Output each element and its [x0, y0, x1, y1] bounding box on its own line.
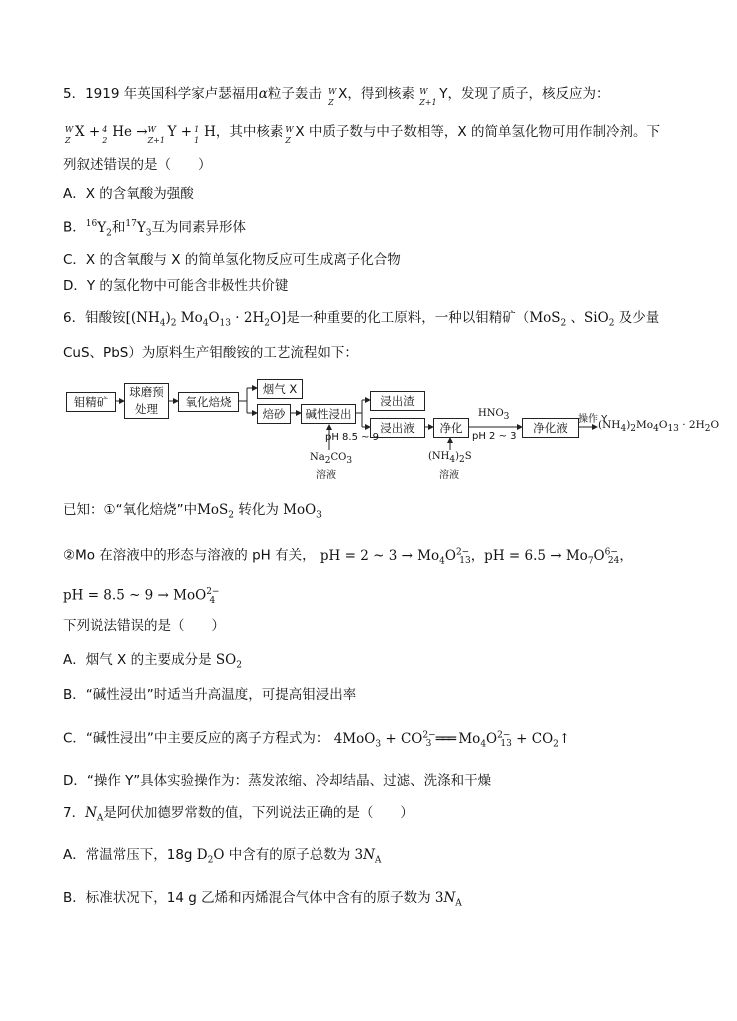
flow-box-leach-residue: 浸出渣: [370, 391, 425, 411]
flow-box-calcine: 焙砂: [257, 404, 291, 424]
q6-option-b: B．“碱性浸出”时适当升高温度，可提高钼浸出率: [63, 687, 357, 703]
flow-box-flue-gas-x: 烟气 X: [257, 379, 303, 399]
flow-box-purification: 净化: [433, 418, 469, 438]
q6-option-a: A．烟气 X 的主要成分是 $SO_2$: [63, 652, 242, 671]
q6-ask: 下列说法错误的是（ ）: [63, 618, 225, 634]
flow-product: $(NH_4)_2Mo_4O_{13} \cdot 2H_2O$: [598, 419, 720, 435]
q6-known-2: ②Mo 在溶液中的形态与溶液的 pH 有关， pH = 2 ~ $3 \to Mo_4O^{2-}_{13}$，pH = $6.5 \to Mo_7O^{6-}_{24}$，: [63, 547, 633, 567]
flow-label-solution-1: 溶液: [316, 470, 336, 481]
flow-box-molybdenum-concentrate: 钼精矿: [66, 392, 116, 412]
flow-box-ball-milling: 球磨预 处理: [124, 383, 169, 419]
q5-stem: 5．1919 年英国科学家卢瑟福用α粒子轰击 W Z X，得到核素 W Z+1 Y，发现了质子，核反应为：: [63, 86, 610, 107]
q7-option-b: B．标准状况下，14 g 乙烯和丙烯混合气体中含有的原子数为 $3N_A$: [63, 890, 462, 909]
q6-option-d: D．“操作 Y”具体实验操作为：蒸发浓缩、冷却结晶、过滤、洗涤和干燥: [63, 773, 492, 789]
flow-label-ammonium-sulfide: $(NH_4)_2S$: [428, 451, 472, 465]
flow-label-operation-y: 操作 Y: [578, 414, 608, 425]
flow-label-ph-leaching: pH 8.5 ~ 9: [325, 432, 380, 443]
q5-option-c: C．X 的含氧酸与 X 的简单氢化物反应可生成离子化合物: [63, 252, 401, 268]
flow-label-hno3: $HNO_3$: [478, 408, 510, 422]
flow-box-alkaline-leaching: 碱性浸出: [301, 404, 356, 424]
q6-known-1: 已知：①“氧化焙烧”中MoS$_2$ 转化为 MoO$_3$: [63, 502, 322, 521]
q5-equation-line: W Z X + 4 2 He → W Z+1 Y + 1 1 H，其中核素 W Z X 中质子数与中子数相等，X 的简单氢化物可用作制冷剂。下: [65, 124, 660, 145]
q5-ask: 列叙述错误的是（ ）: [63, 157, 212, 173]
flow-label-na2co3: $Na_2CO_3$: [310, 452, 353, 466]
q7-stem: 7．$N_A$是阿伏加德罗常数的值，下列说法正确的是（ ）: [63, 805, 414, 824]
q6-option-c: C．“碱性浸出”中主要反应的离子方程式为： $4MoO_3 + CO^{2-}_3$ ═══ $Mo_4O^{2-}_{13}$ + $CO_2↑$: [63, 730, 571, 750]
flow-box-purified-solution: 净化液: [522, 418, 579, 438]
flow-label-ph-acid: pH 2 ~ 3: [472, 431, 517, 442]
q5-option-d: D．Y 的氢化物中可能含非极性共价键: [63, 278, 289, 294]
q7-option-a: A．常温常压下，18g $D_2O$ 中含有的原子总数为 $3N_A$: [63, 847, 382, 866]
q6-stem-line2: CuS、PbS）为原料生产钼酸铵的工艺流程如下：: [63, 345, 358, 361]
q6-known-3: pH = 8.5 ~ 9 → MoO$^{2-}_4$: [63, 587, 220, 607]
q5-option-a: A．X 的含氧酸为强酸: [63, 186, 194, 202]
flow-box-oxidation-roasting: 氧化焙烧: [178, 392, 239, 412]
flow-box-leachate: 浸出液: [370, 418, 425, 438]
q6-stem: 6．钼酸铵[$(NH_4)_2$ $Mo_4O_{13} \cdot 2H_2O$]是一种重要的化工原料，一种以钼精矿（MoS$_2$ 、SiO$_2$ 及少量: [63, 310, 660, 329]
flow-label-solution-2: 溶液: [439, 470, 459, 481]
q5-option-b: B．$^{16}Y_2$和$^{17}Y_3$互为同素异形体: [63, 219, 246, 239]
